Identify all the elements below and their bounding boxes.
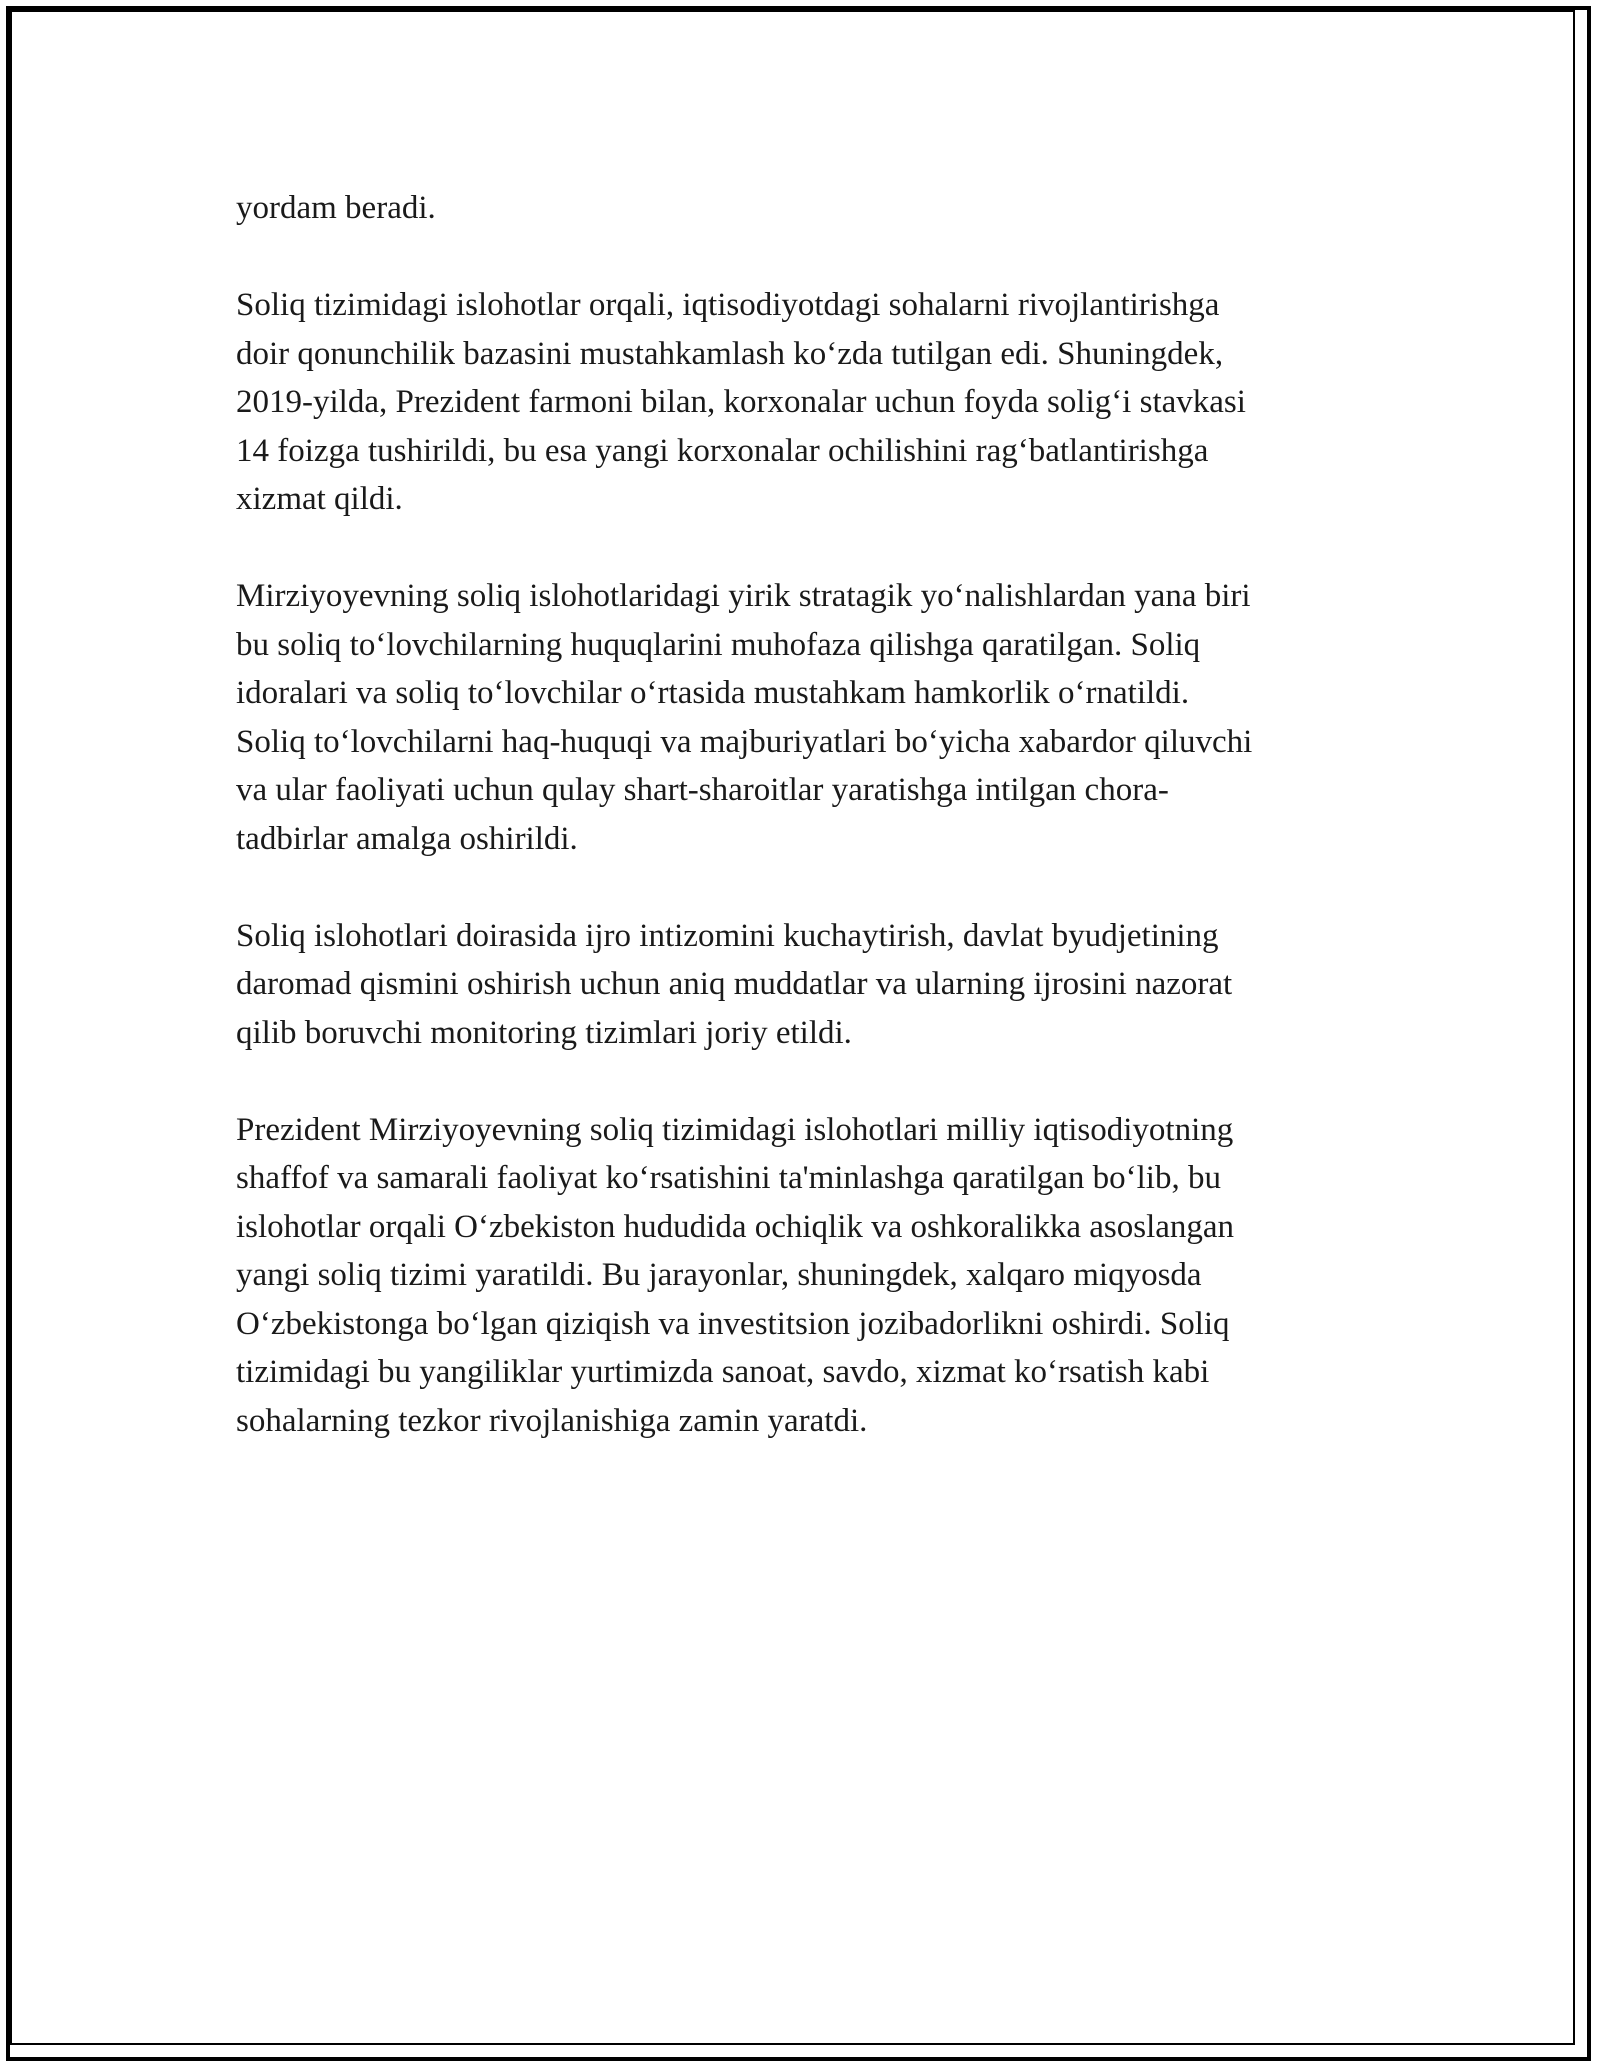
text-line: Soliq islohotlari doirasida ijro intizomini kuchaytirish, davlat byudjetining [236, 917, 1219, 954]
document-body [236, 184, 1396, 1494]
text-line: O‘zbekistonga bo‘lgan qiziqish va investitsion jozibadorlikni oshirdi. Soliq [236, 1305, 1230, 1342]
text-line: tizimidagi bu yangiliklar yurtimizda sanoat, savdo, xizmat ko‘rsatish kabi [236, 1354, 1210, 1390]
text-line: bu soliq to‘lovchilarning huquqlarini muhofaza qilishga qaratilgan. Soliq [236, 626, 1201, 663]
text-line: sohalarning tezkor rivojlanishiga zamin yaratdi. [236, 1402, 868, 1439]
text-line: Prezident Mirziyoyevning soliq tizimidagi islohotlari milliy iqtisodiyotning [236, 1111, 1234, 1148]
text-line: qilib boruvchi monitoring tizimlari joriy etildi. [236, 1014, 852, 1051]
text-line: islohotlar orqali O‘zbekiston hududida ochiqlik va oshkoralikka asoslangan [236, 1208, 1235, 1245]
paragraph-5 [236, 1106, 1396, 1446]
text-line: doir qonunchilik bazasini mustahkamlash ko‘zda tutilgan edi. Shuningdek, [236, 335, 1224, 372]
text-line: xizmat qildi. [236, 481, 403, 517]
paragraph-3 [236, 572, 1396, 863]
paragraph-1 [236, 184, 1396, 233]
text-line: daromad qismini oshirish uchun aniq muddatlar va ularning ijrosini nazorat [236, 966, 1233, 1002]
text-line: Soliq tizimidagi islohotlar orqali, iqtisodiyotdagi sohalarni rivojlantirishga [236, 287, 1220, 323]
text-line: yordam beradi. [236, 190, 436, 226]
text-line: idoralari va soliq to‘lovchilar o‘rtasida mustahkam hamkorlik o‘rnatildi. [236, 675, 1190, 711]
text-line: 14 foizga tushirildi, bu esa yangi korxonalar ochilishini rag‘batlantirishga [236, 432, 1209, 469]
text-line: shaffof va samarali faoliyat ko‘rsatishini ta'minlashga qaratilgan bo‘lib, bu [236, 1160, 1221, 1196]
text-line: Soliq to‘lovchilarni haq-huquqi va majburiyatlari bo‘yicha xabardor qiluvchi [236, 723, 1253, 760]
paragraph-2 [236, 281, 1396, 524]
text-line: yangi soliq tizimi yaratildi. Bu jarayonlar, shuningdek, xalqaro miqyosda [236, 1257, 1202, 1293]
paragraph-4 [236, 912, 1396, 1058]
text-line: 2019-yilda, Prezident farmoni bilan, korxonalar uchun foyda solig‘i stavkasi [236, 384, 1246, 420]
text-line: tadbirlar amalga oshirildi. [236, 820, 578, 857]
text-line: va ular faoliyati uchun qulay shart-sharoitlar yaratishga intilgan chora- [236, 772, 1169, 808]
text-line: Mirziyoyevning soliq islohotlaridagi yirik stratagik yo‘nalishlardan yana biri [236, 578, 1251, 614]
